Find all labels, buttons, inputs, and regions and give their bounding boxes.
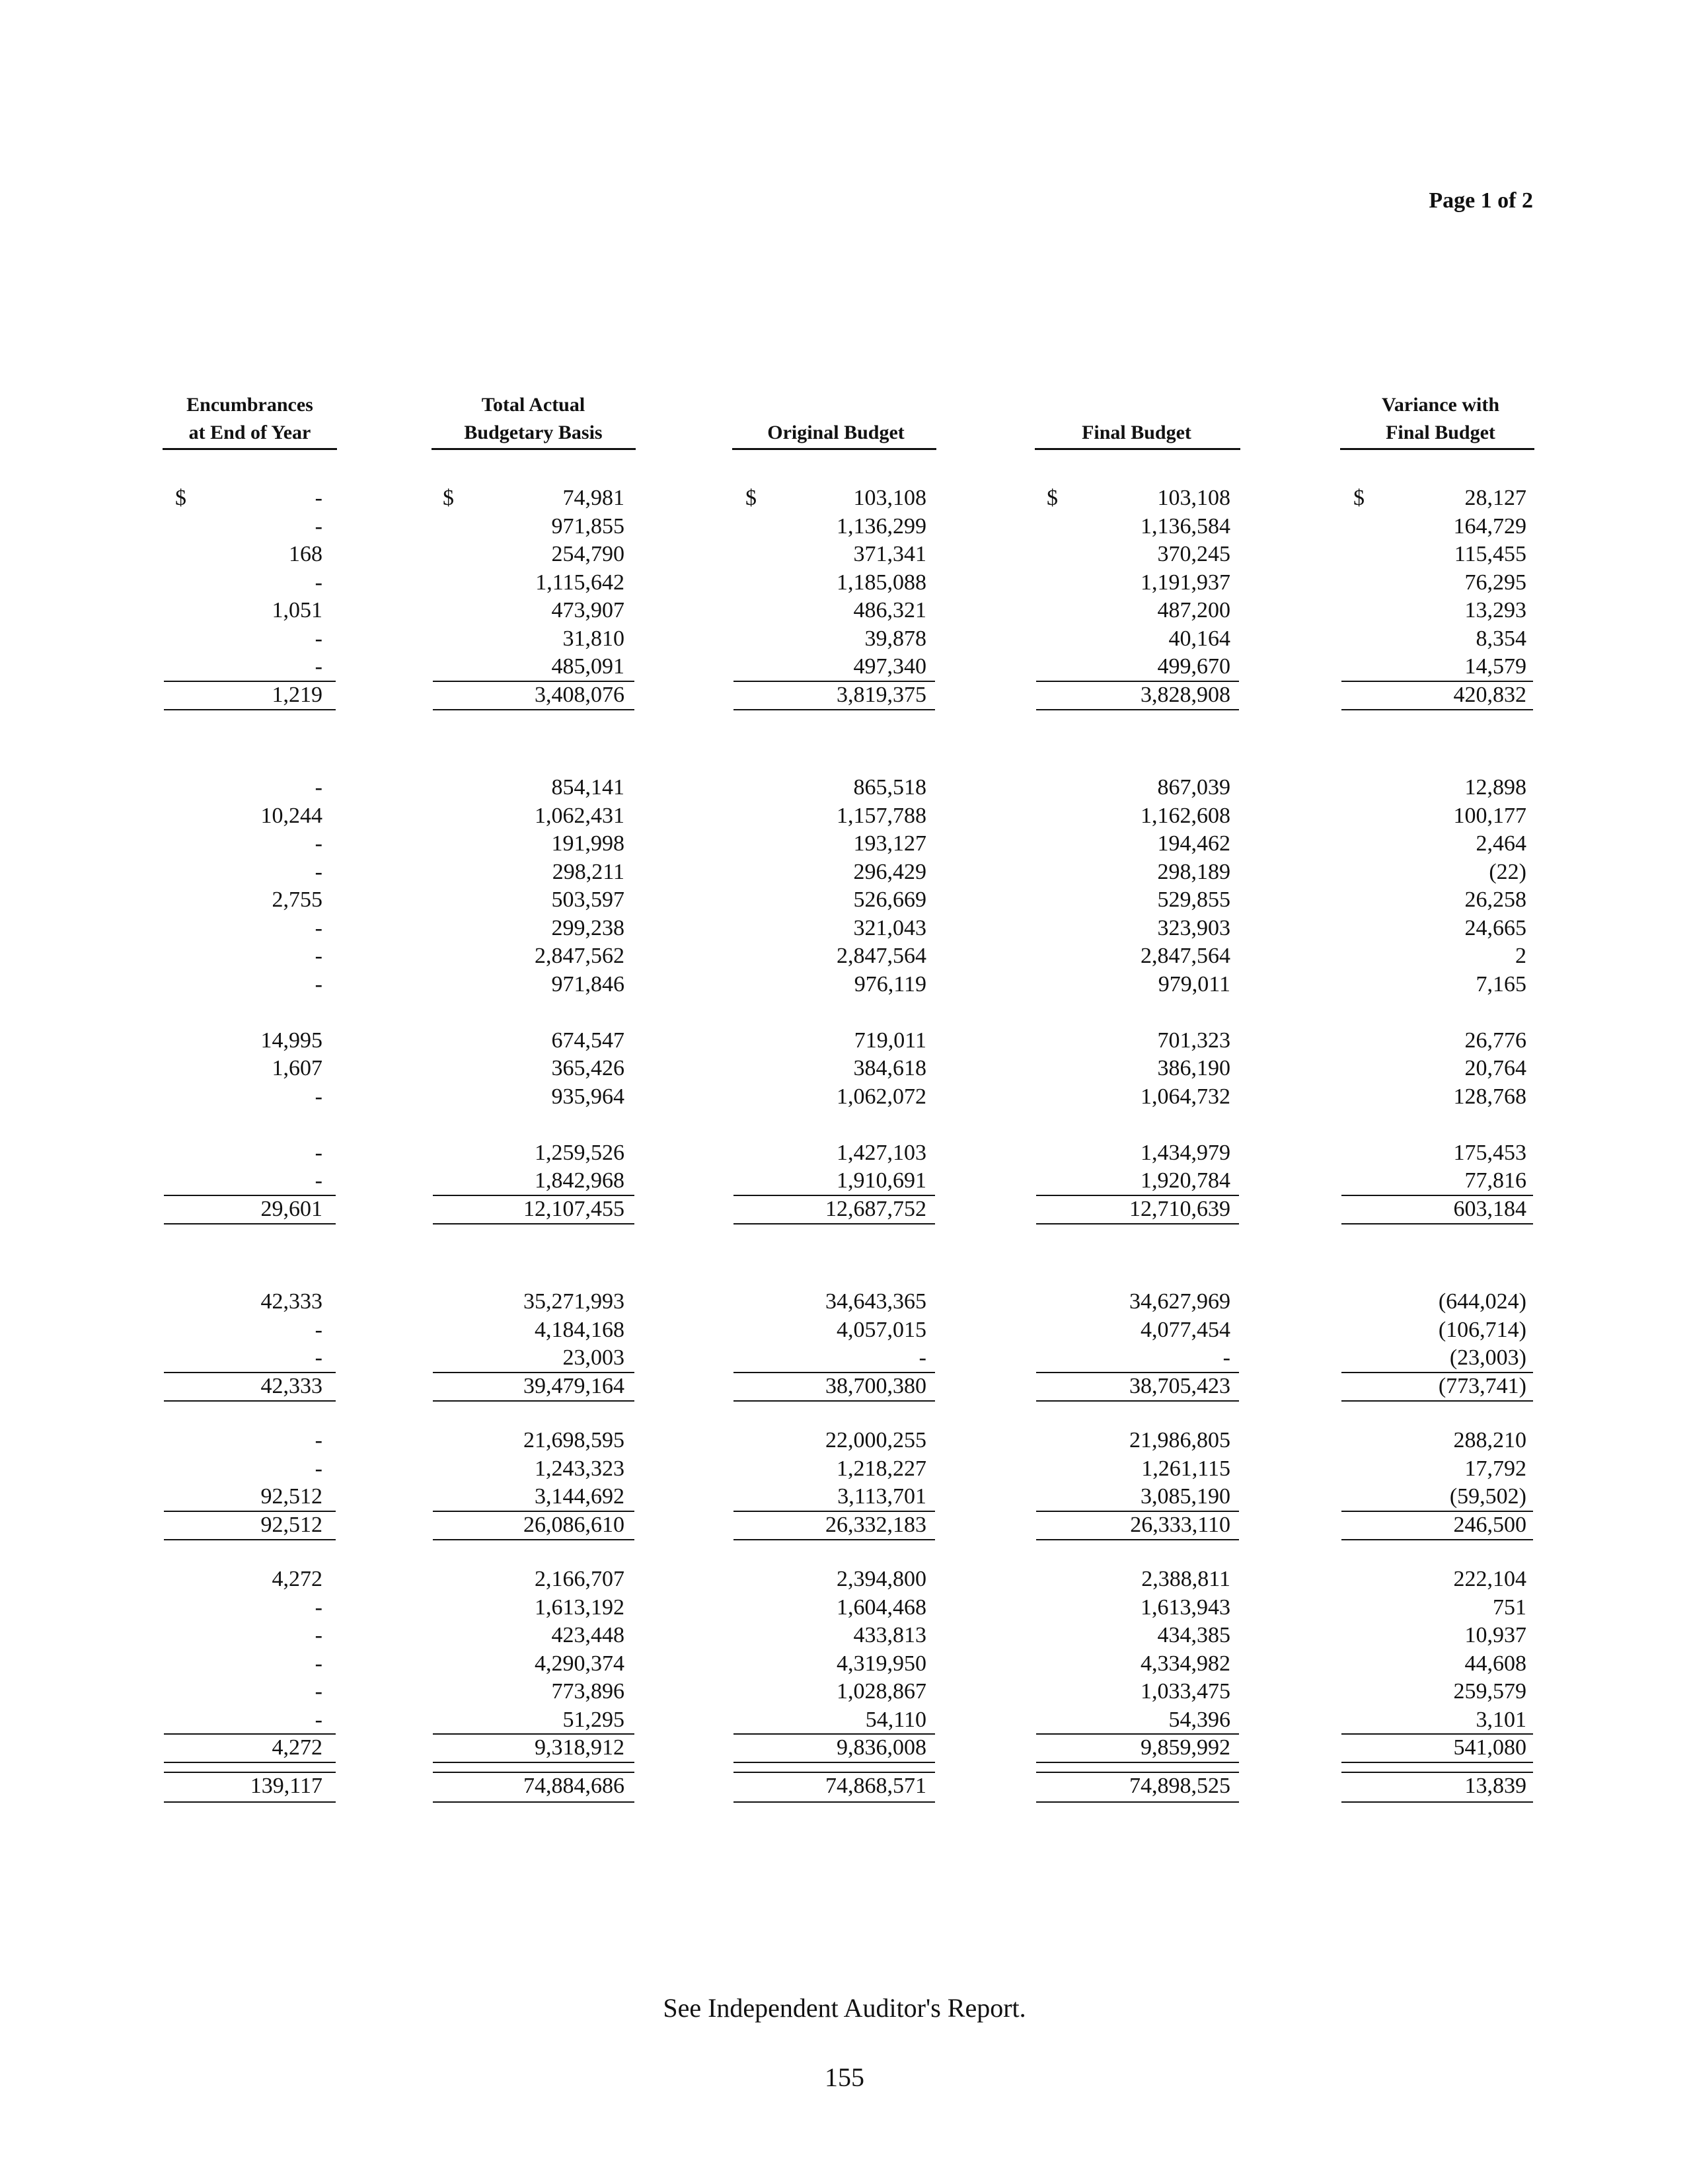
subtotal-underline bbox=[164, 1223, 336, 1224]
section-1-total-original-budget: 3,819,375 bbox=[837, 682, 926, 707]
header-underline bbox=[732, 448, 936, 450]
section-4-row-total-actual: 1,243,323 bbox=[535, 1456, 624, 1481]
section-1-row-final-budget: 1,136,584 bbox=[1141, 513, 1230, 539]
section-4-row-variance: (59,502) bbox=[1449, 1484, 1526, 1509]
section-2-row-final-budget: 2,847,564 bbox=[1141, 944, 1230, 968]
section-5-total-encumbrances: 4,272 bbox=[272, 1735, 322, 1760]
section-1-row-encumbrances: 1,051 bbox=[272, 598, 322, 622]
grand-total-final-budget: 74,898,525 bbox=[1129, 1774, 1230, 1798]
dollar-sign: $ bbox=[175, 486, 186, 510]
section-2-row-variance: 24,665 bbox=[1464, 915, 1526, 940]
section-2-row-encumbrances: - bbox=[315, 859, 322, 884]
section-2-total-original-budget: 12,687,752 bbox=[825, 1196, 926, 1221]
section-1-row-original-budget: 1,185,088 bbox=[837, 570, 926, 595]
subtotal-underline bbox=[1341, 1400, 1533, 1402]
section-5-row-total-actual: 4,290,374 bbox=[535, 1651, 624, 1676]
section-1-row-variance: 115,455 bbox=[1454, 542, 1526, 566]
section-1-row-encumbrances: - bbox=[315, 570, 322, 595]
section-2-row-original-budget: 976,119 bbox=[854, 971, 926, 997]
section-5-row-variance: 751 bbox=[1493, 1595, 1526, 1620]
section-2-row-final-budget: 194,462 bbox=[1157, 831, 1230, 856]
section-1-row-total-actual: 971,855 bbox=[551, 513, 624, 539]
section-1-row-encumbrances: - bbox=[315, 486, 322, 510]
section-1-row-variance: 8,354 bbox=[1476, 626, 1526, 651]
section-3-row-total-actual: 4,184,168 bbox=[535, 1317, 624, 1342]
section-3-row-total-actual: 35,271,993 bbox=[523, 1289, 624, 1314]
section-2-row-total-actual: 1,842,968 bbox=[535, 1168, 624, 1193]
section-5-row-final-budget: 54,396 bbox=[1168, 1707, 1230, 1732]
section-5-row-encumbrances: - bbox=[315, 1595, 322, 1620]
header-total-actual-line1: Total Actual bbox=[481, 394, 585, 416]
section-2-total-total-actual: 12,107,455 bbox=[523, 1196, 624, 1221]
grand-total-underline bbox=[164, 1801, 336, 1803]
section-3-row-final-budget: 34,627,969 bbox=[1129, 1289, 1230, 1314]
page-number: 155 bbox=[825, 2062, 864, 2092]
section-1-total-total-actual: 3,408,076 bbox=[535, 682, 624, 707]
section-1-row-original-budget: 497,340 bbox=[853, 654, 926, 679]
subtotal-underline bbox=[733, 1223, 935, 1224]
section-2-row-total-actual: 298,211 bbox=[552, 859, 624, 884]
section-2-row-total-actual: 935,964 bbox=[551, 1084, 624, 1109]
section-3-row-final-budget: - bbox=[1222, 1345, 1230, 1370]
section-4-row-variance: 288,210 bbox=[1453, 1428, 1526, 1452]
section-2-row-original-budget: 296,429 bbox=[853, 859, 926, 884]
footer-note: See Independent Auditor's Report. bbox=[663, 1993, 1026, 2023]
header-encumbrances-line2: at End of Year bbox=[188, 422, 311, 443]
section-2-row-total-actual: 971,846 bbox=[551, 971, 624, 997]
section-2-row-original-budget: 865,518 bbox=[853, 775, 926, 800]
section-2-row-encumbrances: - bbox=[315, 971, 322, 997]
subtotal-underline bbox=[1036, 709, 1239, 710]
section-5-row-total-actual: 2,166,707 bbox=[535, 1567, 624, 1591]
subtotal-underline bbox=[1341, 1539, 1533, 1540]
section-1-row-total-actual: 473,907 bbox=[551, 598, 624, 622]
section-1-row-total-actual: 31,810 bbox=[562, 626, 624, 651]
section-4-total-variance: 246,500 bbox=[1453, 1512, 1526, 1537]
subtotal-underline bbox=[1036, 1539, 1239, 1540]
section-2-row-total-actual: 365,426 bbox=[551, 1056, 624, 1080]
section-2-row-encumbrances: - bbox=[315, 775, 322, 800]
subtotal-underline bbox=[433, 1762, 634, 1763]
section-3-row-encumbrances: - bbox=[315, 1345, 322, 1370]
section-5-row-variance: 222,104 bbox=[1453, 1567, 1526, 1591]
subtotal-underline bbox=[1036, 1223, 1239, 1224]
section-2-row-original-budget: 1,910,691 bbox=[837, 1168, 926, 1193]
section-1-row-original-budget: 103,108 bbox=[853, 486, 926, 510]
grand-total-underline bbox=[1341, 1801, 1533, 1803]
section-2-row-variance: 77,816 bbox=[1464, 1168, 1526, 1193]
section-5-row-total-actual: 1,613,192 bbox=[535, 1595, 624, 1620]
grand-total-original-budget: 74,868,571 bbox=[825, 1774, 926, 1798]
section-3-row-total-actual: 23,003 bbox=[562, 1345, 624, 1370]
section-1-row-variance: 14,579 bbox=[1464, 654, 1526, 679]
header-underline bbox=[432, 448, 636, 450]
section-2-row-original-budget: 1,427,103 bbox=[837, 1140, 926, 1165]
header-underline bbox=[163, 448, 337, 450]
section-1-row-original-budget: 486,321 bbox=[853, 598, 926, 622]
section-5-row-encumbrances: 4,272 bbox=[272, 1567, 322, 1591]
section-2-row-final-budget: 1,920,784 bbox=[1141, 1168, 1230, 1193]
section-5-row-original-budget: 2,394,800 bbox=[837, 1567, 926, 1591]
section-2-total-variance: 603,184 bbox=[1453, 1196, 1526, 1221]
section-4-row-original-budget: 1,218,227 bbox=[837, 1456, 926, 1481]
subtotal-underline bbox=[1036, 1762, 1239, 1763]
section-4-row-variance: 17,792 bbox=[1464, 1456, 1526, 1481]
section-1-row-variance: 13,293 bbox=[1464, 598, 1526, 622]
section-3-row-original-budget: 34,643,365 bbox=[825, 1289, 926, 1314]
grand-total-total-actual: 74,884,686 bbox=[523, 1774, 624, 1798]
section-4-row-encumbrances: - bbox=[315, 1456, 322, 1481]
section-4-row-total-actual: 3,144,692 bbox=[535, 1484, 624, 1509]
section-2-row-encumbrances: - bbox=[315, 1084, 322, 1109]
section-5-total-total-actual: 9,318,912 bbox=[535, 1735, 624, 1760]
section-1-row-final-budget: 499,670 bbox=[1157, 654, 1230, 679]
header-encumbrances-line1: Encumbrances bbox=[186, 394, 313, 416]
subtotal-underline bbox=[433, 709, 634, 710]
section-4-total-final-budget: 26,333,110 bbox=[1130, 1512, 1230, 1537]
section-1-total-final-budget: 3,828,908 bbox=[1141, 682, 1230, 707]
section-1-row-variance: 76,295 bbox=[1464, 570, 1526, 595]
subtotal-underline bbox=[433, 1400, 634, 1402]
section-4-total-total-actual: 26,086,610 bbox=[523, 1512, 624, 1537]
header-underline bbox=[1035, 448, 1240, 450]
section-3-total-original-budget: 38,700,380 bbox=[825, 1373, 926, 1398]
section-2-row-final-budget: 1,434,979 bbox=[1141, 1140, 1230, 1165]
subtotal-underline bbox=[1341, 1223, 1533, 1224]
subtotal-underline bbox=[164, 709, 336, 710]
section-2-row-total-actual: 503,597 bbox=[551, 887, 624, 912]
section-5-row-variance: 259,579 bbox=[1453, 1679, 1526, 1704]
section-5-row-final-budget: 4,334,982 bbox=[1141, 1651, 1230, 1676]
section-5-row-final-budget: 2,388,811 bbox=[1141, 1567, 1230, 1591]
section-1-row-original-budget: 371,341 bbox=[853, 542, 926, 566]
header-variance-line2: Final Budget bbox=[1386, 422, 1495, 443]
section-1-total-variance: 420,832 bbox=[1453, 682, 1526, 707]
section-5-row-variance: 10,937 bbox=[1464, 1623, 1526, 1647]
page-label: Page 1 of 2 bbox=[1429, 188, 1533, 213]
section-3-row-encumbrances: - bbox=[315, 1317, 322, 1342]
section-4-row-encumbrances: 92,512 bbox=[260, 1484, 322, 1509]
section-2-row-original-budget: 193,127 bbox=[853, 831, 926, 856]
section-1-row-final-budget: 487,200 bbox=[1157, 598, 1230, 622]
subtotal-underline bbox=[733, 1539, 935, 1540]
subtotal-underline bbox=[1341, 709, 1533, 710]
dollar-sign: $ bbox=[443, 486, 454, 510]
section-3-total-encumbrances: 42,333 bbox=[260, 1373, 322, 1398]
section-1-row-encumbrances: - bbox=[315, 513, 322, 539]
grand-total-underline bbox=[1036, 1801, 1239, 1803]
subtotal-underline bbox=[733, 709, 935, 710]
section-2-row-encumbrances: - bbox=[315, 1140, 322, 1165]
section-5-row-final-budget: 1,613,943 bbox=[1141, 1595, 1230, 1620]
section-5-row-encumbrances: - bbox=[315, 1623, 322, 1647]
section-2-row-final-budget: 867,039 bbox=[1157, 775, 1230, 800]
section-2-row-final-budget: 298,189 bbox=[1157, 859, 1230, 884]
section-2-row-encumbrances: - bbox=[315, 944, 322, 968]
section-5-row-original-budget: 433,813 bbox=[853, 1623, 926, 1647]
section-4-total-encumbrances: 92,512 bbox=[260, 1512, 322, 1537]
section-5-row-variance: 3,101 bbox=[1476, 1707, 1526, 1732]
grand-total-variance: 13,839 bbox=[1464, 1774, 1526, 1798]
section-5-row-variance: 44,608 bbox=[1464, 1651, 1526, 1676]
header-underline bbox=[1340, 448, 1534, 450]
section-3-row-final-budget: 4,077,454 bbox=[1141, 1317, 1230, 1342]
section-4-row-final-budget: 1,261,115 bbox=[1141, 1456, 1230, 1481]
section-5-row-final-budget: 1,033,475 bbox=[1141, 1679, 1230, 1704]
section-2-row-final-budget: 323,903 bbox=[1157, 915, 1230, 940]
section-2-total-encumbrances: 29,601 bbox=[260, 1196, 322, 1221]
section-2-row-encumbrances: 10,244 bbox=[260, 803, 322, 828]
section-2-row-final-budget: 1,064,732 bbox=[1141, 1084, 1230, 1109]
section-1-row-total-actual: 485,091 bbox=[551, 654, 624, 679]
section-5-row-original-budget: 4,319,950 bbox=[837, 1651, 926, 1676]
section-2-row-variance: 26,258 bbox=[1464, 887, 1526, 912]
section-2-row-total-actual: 1,062,431 bbox=[535, 803, 624, 828]
section-2-row-variance: 26,776 bbox=[1464, 1028, 1526, 1053]
subtotal-underline bbox=[733, 1400, 935, 1402]
section-5-row-total-actual: 51,295 bbox=[562, 1707, 624, 1732]
section-5-row-final-budget: 434,385 bbox=[1157, 1623, 1230, 1647]
section-5-total-final-budget: 9,859,992 bbox=[1141, 1735, 1230, 1760]
section-2-row-total-actual: 1,259,526 bbox=[535, 1140, 624, 1165]
section-3-total-total-actual: 39,479,164 bbox=[523, 1373, 624, 1398]
section-3-row-variance: (106,714) bbox=[1438, 1317, 1526, 1342]
section-5-row-encumbrances: - bbox=[315, 1707, 322, 1732]
section-2-row-encumbrances: 2,755 bbox=[272, 887, 322, 912]
section-5-row-encumbrances: - bbox=[315, 1651, 322, 1676]
section-3-row-encumbrances: 42,333 bbox=[260, 1289, 322, 1314]
section-2-row-variance: 2 bbox=[1515, 944, 1526, 968]
section-4-row-encumbrances: - bbox=[315, 1428, 322, 1452]
section-1-row-final-budget: 370,245 bbox=[1157, 542, 1230, 566]
section-5-row-original-budget: 54,110 bbox=[865, 1707, 926, 1732]
section-2-row-encumbrances: - bbox=[315, 1168, 322, 1193]
subtotal-underline bbox=[433, 1539, 634, 1540]
section-3-row-original-budget: 4,057,015 bbox=[837, 1317, 926, 1342]
section-5-row-total-actual: 423,448 bbox=[551, 1623, 624, 1647]
section-1-row-total-actual: 1,115,642 bbox=[535, 570, 624, 595]
section-1-row-total-actual: 254,790 bbox=[551, 542, 624, 566]
section-2-row-encumbrances: - bbox=[315, 831, 322, 856]
section-2-row-final-budget: 701,323 bbox=[1157, 1028, 1230, 1053]
dollar-sign: $ bbox=[1353, 486, 1365, 510]
section-2-row-total-actual: 2,847,562 bbox=[535, 944, 624, 968]
section-2-row-original-budget: 1,157,788 bbox=[837, 803, 926, 828]
section-2-row-variance: (22) bbox=[1489, 859, 1526, 884]
section-5-row-original-budget: 1,604,468 bbox=[837, 1595, 926, 1620]
section-2-row-variance: 20,764 bbox=[1464, 1056, 1526, 1080]
subtotal-underline bbox=[733, 1762, 935, 1763]
section-2-row-variance: 7,165 bbox=[1476, 971, 1526, 997]
subtotal-underline bbox=[1341, 1762, 1533, 1763]
section-3-row-variance: (644,024) bbox=[1438, 1289, 1526, 1314]
header-total-actual-line2: Budgetary Basis bbox=[464, 422, 603, 443]
grand-total-underline bbox=[433, 1801, 634, 1803]
section-1-row-final-budget: 40,164 bbox=[1168, 626, 1230, 651]
section-2-row-final-budget: 1,162,608 bbox=[1141, 803, 1230, 828]
header-final-budget-line2: Final Budget bbox=[1082, 422, 1191, 443]
section-5-total-variance: 541,080 bbox=[1453, 1735, 1526, 1760]
section-2-row-final-budget: 529,855 bbox=[1157, 887, 1230, 912]
dollar-sign: $ bbox=[1047, 486, 1058, 510]
section-4-total-original-budget: 26,332,183 bbox=[825, 1512, 926, 1537]
section-2-row-original-budget: 719,011 bbox=[854, 1028, 926, 1053]
section-4-row-final-budget: 21,986,805 bbox=[1129, 1428, 1230, 1452]
section-1-row-final-budget: 103,108 bbox=[1157, 486, 1230, 510]
section-2-row-original-budget: 1,062,072 bbox=[837, 1084, 926, 1109]
section-4-row-original-budget: 3,113,701 bbox=[837, 1484, 926, 1509]
dollar-sign: $ bbox=[745, 486, 757, 510]
section-1-row-variance: 28,127 bbox=[1464, 486, 1526, 510]
section-2-row-original-budget: 526,669 bbox=[853, 887, 926, 912]
section-3-row-original-budget: - bbox=[919, 1345, 926, 1370]
section-5-row-total-actual: 773,896 bbox=[551, 1679, 624, 1704]
section-2-total-final-budget: 12,710,639 bbox=[1129, 1196, 1230, 1221]
section-2-row-variance: 128,768 bbox=[1453, 1084, 1526, 1109]
section-2-row-final-budget: 386,190 bbox=[1157, 1056, 1230, 1080]
section-2-row-variance: 12,898 bbox=[1464, 775, 1526, 800]
section-2-row-variance: 175,453 bbox=[1453, 1140, 1526, 1165]
section-2-row-original-budget: 384,618 bbox=[853, 1056, 926, 1080]
header-original-budget-line2: Original Budget bbox=[767, 422, 905, 443]
section-1-total-encumbrances: 1,219 bbox=[272, 682, 322, 707]
section-2-row-total-actual: 854,141 bbox=[551, 775, 624, 800]
section-2-row-encumbrances: 1,607 bbox=[272, 1056, 322, 1080]
section-1-row-encumbrances: 168 bbox=[289, 542, 322, 566]
section-2-row-variance: 2,464 bbox=[1476, 831, 1526, 856]
section-1-row-variance: 164,729 bbox=[1453, 513, 1526, 539]
subtotal-underline bbox=[164, 1539, 336, 1540]
subtotal-underline bbox=[433, 1223, 634, 1224]
section-2-row-variance: 100,177 bbox=[1453, 803, 1526, 828]
section-2-row-total-actual: 674,547 bbox=[551, 1028, 624, 1053]
section-1-row-encumbrances: - bbox=[315, 654, 322, 679]
subtotal-underline bbox=[1036, 1400, 1239, 1402]
section-4-row-original-budget: 22,000,255 bbox=[825, 1428, 926, 1452]
grand-total-encumbrances: 139,117 bbox=[250, 1774, 322, 1798]
section-2-row-total-actual: 191,998 bbox=[551, 831, 624, 856]
subtotal-underline bbox=[164, 1762, 336, 1763]
section-5-row-encumbrances: - bbox=[315, 1679, 322, 1704]
section-1-row-original-budget: 39,878 bbox=[864, 626, 926, 651]
section-1-row-final-budget: 1,191,937 bbox=[1141, 570, 1230, 595]
section-2-row-original-budget: 2,847,564 bbox=[837, 944, 926, 968]
section-2-row-encumbrances: - bbox=[315, 915, 322, 940]
section-1-row-encumbrances: - bbox=[315, 626, 322, 651]
section-2-row-final-budget: 979,011 bbox=[1158, 971, 1230, 997]
section-5-total-original-budget: 9,836,008 bbox=[837, 1735, 926, 1760]
section-3-row-variance: (23,003) bbox=[1449, 1345, 1526, 1370]
section-2-row-encumbrances: 14,995 bbox=[260, 1028, 322, 1053]
section-3-total-final-budget: 38,705,423 bbox=[1129, 1373, 1230, 1398]
section-3-total-variance: (773,741) bbox=[1438, 1373, 1526, 1398]
grand-total-underline bbox=[733, 1801, 935, 1803]
subtotal-underline bbox=[164, 1400, 336, 1402]
header-variance-line1: Variance with bbox=[1381, 394, 1500, 416]
section-5-row-original-budget: 1,028,867 bbox=[837, 1679, 926, 1704]
section-4-row-final-budget: 3,085,190 bbox=[1141, 1484, 1230, 1509]
section-1-row-total-actual: 74,981 bbox=[562, 486, 624, 510]
section-2-row-original-budget: 321,043 bbox=[853, 915, 926, 940]
section-1-row-original-budget: 1,136,299 bbox=[837, 513, 926, 539]
section-4-row-total-actual: 21,698,595 bbox=[523, 1428, 624, 1452]
section-2-row-total-actual: 299,238 bbox=[551, 915, 624, 940]
